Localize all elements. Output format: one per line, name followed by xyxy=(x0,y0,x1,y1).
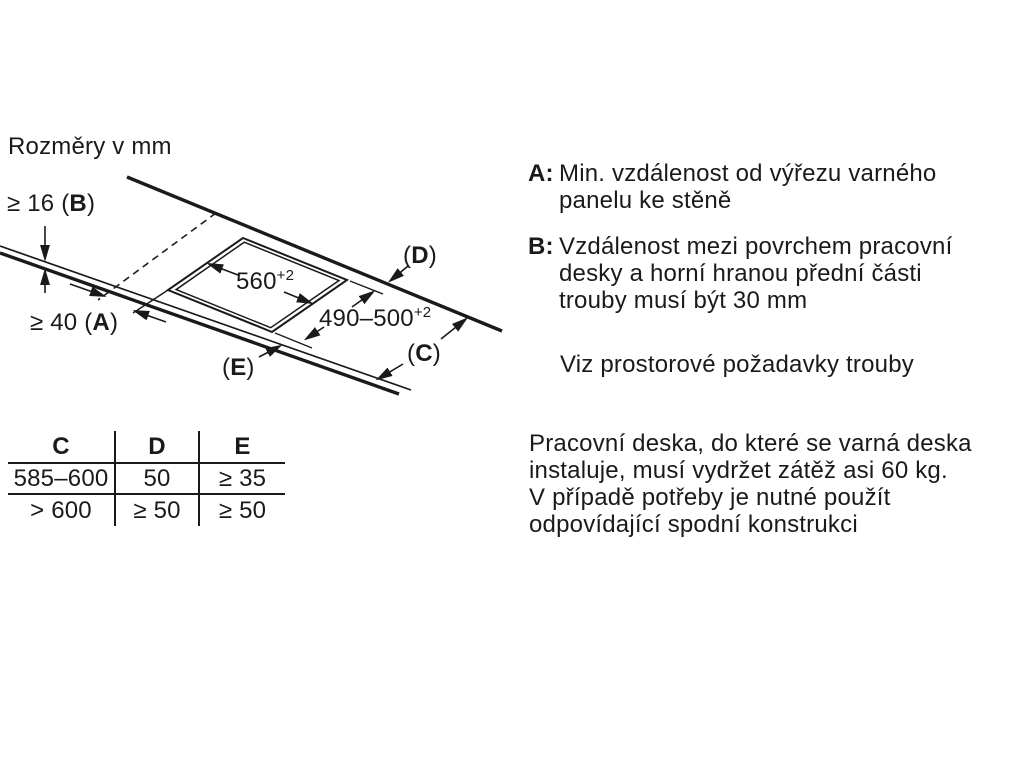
table-cell: > 600 xyxy=(8,495,116,526)
table-cell: 50 xyxy=(116,464,200,495)
thickness-dimension-label: ≥ 16 (B) xyxy=(7,190,96,217)
cutout-width-dimension-label: $560^{+2}$ xyxy=(236,267,295,295)
note-a-text: Min. vzdálenost od výřezu varného panelu ke stěně xyxy=(559,160,937,214)
note-a-label: A: xyxy=(528,160,554,187)
depth-label: (C) xyxy=(407,340,441,367)
table-header-e: E xyxy=(200,431,285,464)
cutout-right-extension-line xyxy=(350,281,383,294)
wall-distance-dimension-label: ≥ 40 (A) xyxy=(30,309,119,336)
note-b-text: Vzdálenost mezi povrchem pracovní desky a horní hranou přední části trouby musí být 30 mm xyxy=(559,233,953,314)
table-cell: ≥ 35 xyxy=(200,464,285,495)
wall-distance-arrow-left xyxy=(70,284,104,296)
note-b xyxy=(528,233,952,314)
worktop-cutout-diagram xyxy=(0,150,520,420)
table-cell: 585–600 xyxy=(8,464,116,495)
note-b-label: B: xyxy=(528,233,554,260)
cutout-bottom-extension-line xyxy=(275,333,312,348)
note-worktop-load: Pracovní deska, do které se varná deska instaluje, musí vydržet zátěž asi 60 kg. V případě potřeby je nutné použít odpovídající spodní konstrukci xyxy=(529,430,972,538)
front-edge-label: (E) xyxy=(222,354,255,381)
note-a xyxy=(528,160,936,214)
table-header-d: D xyxy=(116,431,200,464)
dimensions-table xyxy=(8,431,285,526)
back-edge-label: (D) xyxy=(403,242,437,269)
note-oven-requirements: Viz prostorové požadavky trouby xyxy=(560,351,914,378)
page-title: Rozměry v mm xyxy=(8,133,172,160)
table-header-c: C xyxy=(8,431,116,464)
depth-leader-arrow-up xyxy=(441,319,466,339)
cutout-depth-dimension-label: $490-500^{+2}$ xyxy=(319,304,432,332)
table-cell: ≥ 50 xyxy=(218,496,267,524)
depth-leader-arrow-down xyxy=(378,364,403,379)
wall-distance-arrow-right xyxy=(135,311,166,322)
worktop-back-edge-line xyxy=(127,177,502,331)
table-cell: ≥ 50 xyxy=(116,495,200,526)
